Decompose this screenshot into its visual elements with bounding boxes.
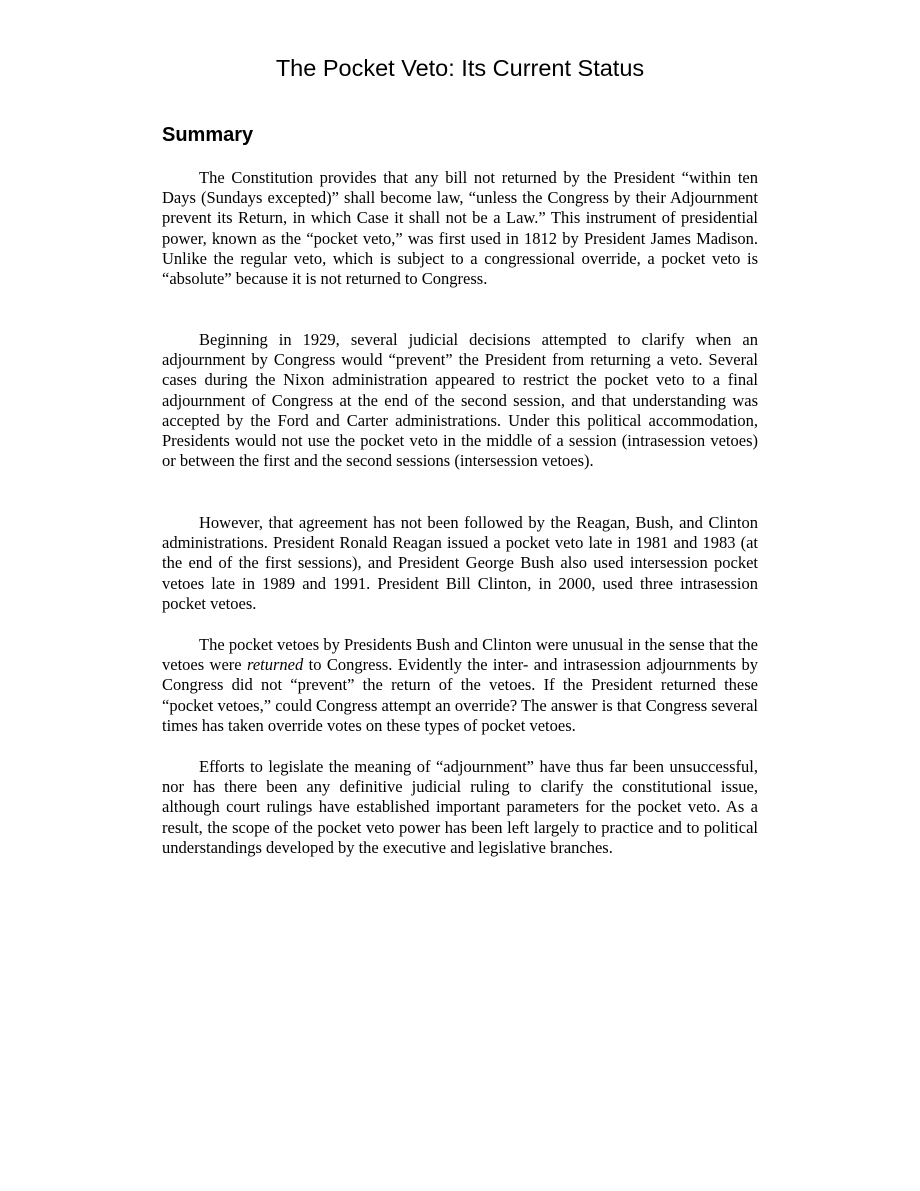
summary-paragraph-2 [162,330,758,471]
summary-paragraph-1 [162,168,758,289]
summary-paragraph-3 [162,513,758,614]
document-title: The Pocket Veto: Its Current Status [275,55,645,81]
paragraph-text-after: to Congress. Evidently the inter- and intrasession adjournments by Congress did not “prevent” the return of the vetoes. If the President returned these “pocket vetoes,” could Congress attempt an override? The answer is that Congress several times has taken override votes on these types of pocket vetoes. [162,655,758,735]
paragraph-text [162,635,758,736]
section-heading-summary: Summary [162,124,254,146]
paragraph-text: Efforts to legislate the meaning of “adjournment” have thus far been unsuccessful, nor has there been any definitive judicial ruling to clarify the constitutional issue, although court rulings have established important parameters for the pocket veto. As a result, the scope of the pocket veto power has been left largely to practice and to political understandings developed by the executive and legislative branches. [162,757,758,857]
paragraph-text: Beginning in 1929, several judicial decisions attempted to clarify when an adjournment by Congress would “prevent” the President from returning a veto. Several cases during the Nixon administration appeared to restrict the pocket veto to a final adjournment of Congress at the end of the second session, and that understanding was accepted by the Ford and Carter administrations. Under this political accommodation, Presidents would not use the pocket veto in the middle of a session (intrasession vetoes) or between the first and the second sessions (intersession vetoes). [162,330,758,471]
emphasized-word: returned [247,655,304,675]
summary-paragraph-5 [162,757,758,858]
summary-paragraph-4 [162,635,758,736]
paragraph-text: The Constitution provides that any bill not returned by the President “within ten Days (Sundays excepted)” shall become law, “unless the Congress by their Adjournment prevent its Return, in which Case it shall not be a Law.” This instrument of presidential power, known as the “pocket veto,” was first used in 1812 by President James Madison. Unlike the regular veto, which is subject to a congressional override, a pocket veto is “absolute” because it is not returned to Congress. [162,168,758,289]
paragraph-text-before: The pocket vetoes by Presidents Bush and Clinton were unusual in the sense that the vetoes were [162,635,758,675]
paragraph-text: However, that agreement has not been followed by the Reagan, Bush, and Clinton administrations. President Ronald Reagan issued a pocket veto late in 1981 and 1983 (at the end of the first sessions), and President George Bush also used intersession pocket vetoes late in 1989 and 1991. President Bill Clinton, in 2000, used three intrasession pocket vetoes. [162,513,758,613]
